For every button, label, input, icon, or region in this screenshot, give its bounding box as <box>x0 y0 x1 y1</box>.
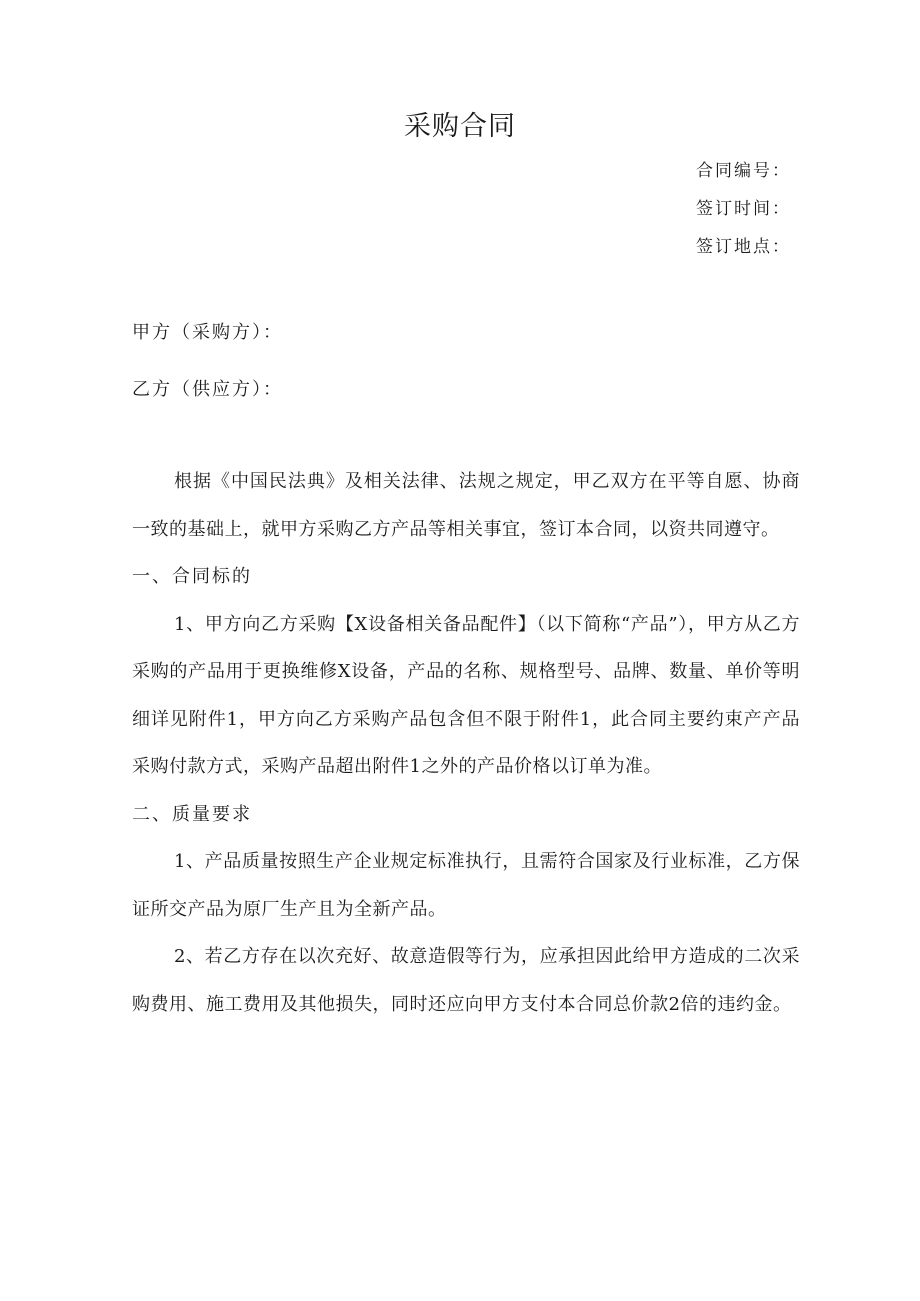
party-a-label: 甲方（采购方）： <box>132 322 283 343</box>
party-b-label: 乙方（供应方）： <box>132 379 283 400</box>
contract-number-label: 合同编号： <box>696 161 791 181</box>
section-heading-quality: 二、质量要求 <box>132 803 252 825</box>
section-subject-paragraph: 1、甲方向乙方采购【X设备相关备品配件】（以下简称“产品”），甲方从乙方采购的产品用于更换维修X设备，产品的名称、规格型号、品牌、数量、单价等明细详见附件1，甲方向乙方采购产品包含但不限于附件1，此合同主要约束产产品采购付款方式，采购产品超出附件1之外的产品价格以订单为准。 <box>132 613 800 777</box>
contract-body <box>132 458 800 1028</box>
sign-place-label: 签订地点： <box>696 237 791 257</box>
intro-paragraph: 根据《中国民法典》及相关法律、法规之规定，甲乙双方在平等自愿、协商一致的基础上，就甲方采购乙方产品等相关事宜，签订本合同，以资共同遵守。 <box>132 471 800 540</box>
sign-time-label: 签订时间： <box>696 199 791 219</box>
section-quality-paragraph-2: 2、若乙方存在以次充好、故意造假等行为，应承担因此给甲方造成的二次采购费用、施工费用及其他损失，同时还应向甲方支付本合同总价款2倍的违约金。 <box>132 946 800 1015</box>
section-quality-paragraph-1: 1、产品质量按照生产企业规定标准执行，且需符合国家及行业标准，乙方保证所交产品为原厂生产且为全新产品。 <box>132 851 800 920</box>
section-heading-subject: 一、合同标的 <box>132 566 252 587</box>
document-title: 采购合同 <box>404 111 516 142</box>
